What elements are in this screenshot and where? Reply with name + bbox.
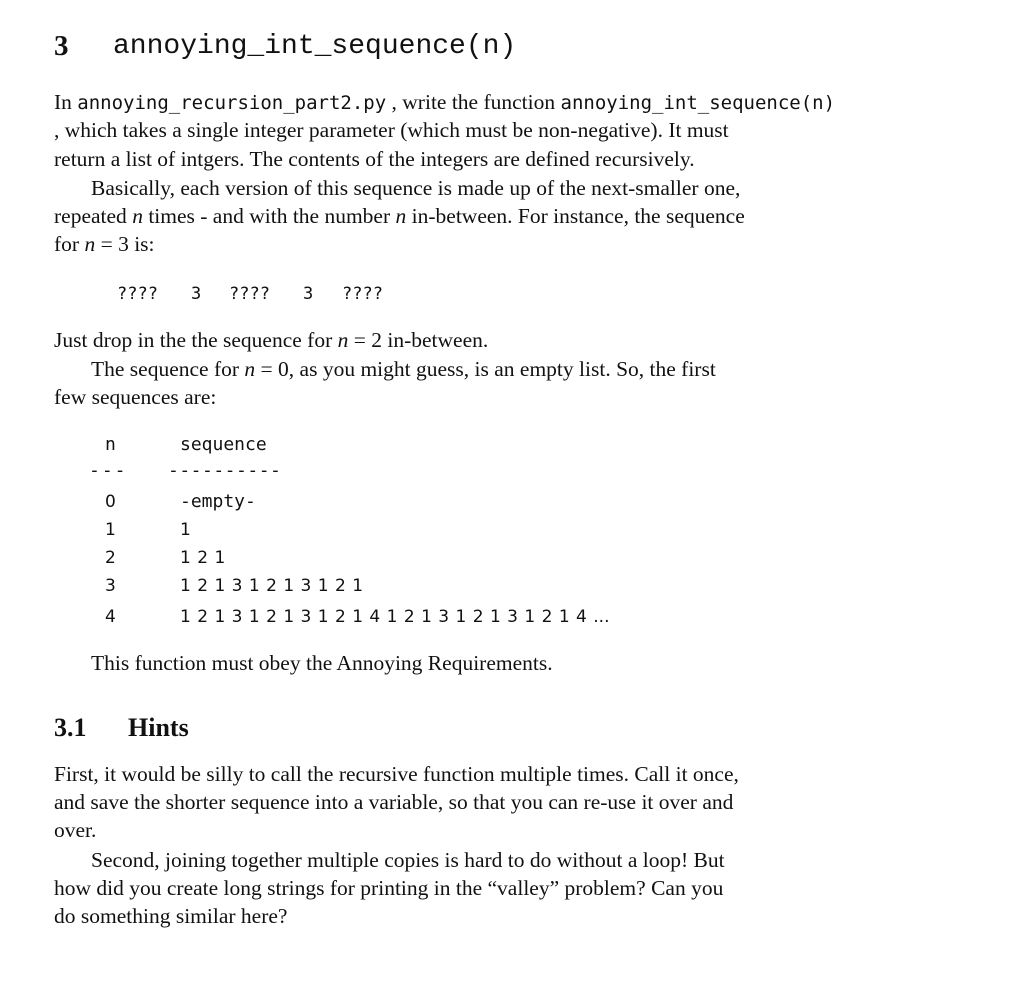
table-row-n: 3 bbox=[105, 576, 116, 596]
table-row-n: 0 bbox=[105, 492, 116, 512]
math-var-n: n bbox=[395, 204, 407, 228]
table-row-n: 4 bbox=[105, 607, 116, 627]
after-line-1 bbox=[54, 328, 488, 353]
example-token: 3 bbox=[191, 284, 202, 304]
table-header-sequence: sequence bbox=[180, 434, 267, 455]
table-row-seq: 1 2 1 3 1 2 1 3 1 2 1 4 1 2 1 3 1 2 1 3 1 2 1 4 ... bbox=[180, 607, 610, 627]
after-line-2 bbox=[91, 357, 716, 382]
math-var-n: n bbox=[337, 328, 349, 352]
after-text: = 2 in-between. bbox=[348, 328, 489, 352]
section-number: 3 bbox=[54, 30, 69, 62]
hints-line-5: how did you create long strings for printing in the “valley” problem? Can you bbox=[54, 876, 724, 900]
table-row-n: 2 bbox=[105, 548, 116, 568]
intro-line-2: , which takes a single integer parameter (which must be non-negative). It must bbox=[54, 118, 729, 142]
example-token: ???? bbox=[342, 284, 383, 304]
table-row-seq: 1 2 1 3 1 2 1 3 1 2 1 bbox=[180, 576, 364, 596]
requirements-note: This function must obey the Annoying Requirements. bbox=[91, 651, 553, 675]
table-row-seq: 1 2 1 bbox=[180, 548, 226, 568]
hints-line-6: do something similar here? bbox=[54, 904, 288, 928]
intro-line-3: return a list of intgers. The contents of the integers are defined recursively. bbox=[54, 147, 695, 171]
subsection-title: Hints bbox=[128, 713, 189, 742]
table-header-n: n bbox=[105, 434, 116, 455]
file-name: annoying_recursion_part2.py bbox=[77, 92, 387, 114]
after-line-3: few sequences are: bbox=[54, 385, 217, 409]
hints-line-1: First, it would be silly to call the recursive function multiple times. Call it once, bbox=[54, 762, 739, 786]
para2-text: for bbox=[54, 232, 85, 256]
para2-line-2 bbox=[54, 204, 745, 229]
after-text: = 0, as you might guess, is an empty list. So, the first bbox=[255, 357, 716, 381]
function-name: annoying_int_sequence(n) bbox=[560, 92, 836, 114]
example-token: 3 bbox=[303, 284, 314, 304]
intro-line-1 bbox=[54, 90, 835, 115]
intro-text: In bbox=[54, 90, 78, 114]
table-row-seq: 1 bbox=[180, 520, 191, 540]
math-var-n: n bbox=[132, 204, 143, 228]
para2-text: = 3 is: bbox=[95, 232, 155, 256]
hints-line-4: Second, joining together multiple copies is hard to do without a loop! But bbox=[91, 848, 725, 872]
hints-line-2: and save the shorter sequence into a variable, so that you can re-use it over and bbox=[54, 790, 734, 814]
after-text: Just drop in the the sequence for bbox=[54, 328, 338, 352]
math-var-n: n bbox=[244, 357, 256, 381]
math-var-n: n bbox=[84, 232, 96, 256]
after-text: The sequence for bbox=[91, 357, 245, 381]
example-token: ???? bbox=[229, 284, 270, 304]
table-rule-n: --- bbox=[89, 460, 128, 481]
para2-line-3 bbox=[54, 232, 155, 257]
para2-text: times - and with the number bbox=[142, 204, 396, 228]
example-token: ???? bbox=[117, 284, 158, 304]
table-row-seq: -empty- bbox=[180, 491, 256, 512]
section-title: annoying_int_sequence(n) bbox=[113, 31, 517, 62]
para2-line-1: Basically, each version of this sequence is made up of the next-smaller one, bbox=[91, 176, 741, 200]
para2-text: repeated bbox=[54, 204, 133, 228]
subsection-number: 3.1 bbox=[54, 713, 87, 742]
hints-line-3: over. bbox=[54, 818, 97, 842]
table-rule-sequence: ---------- bbox=[168, 460, 282, 481]
intro-text: , write the function bbox=[386, 90, 561, 114]
para2-text: in-between. For instance, the sequence bbox=[406, 204, 745, 228]
table-row-n: 1 bbox=[105, 520, 116, 540]
